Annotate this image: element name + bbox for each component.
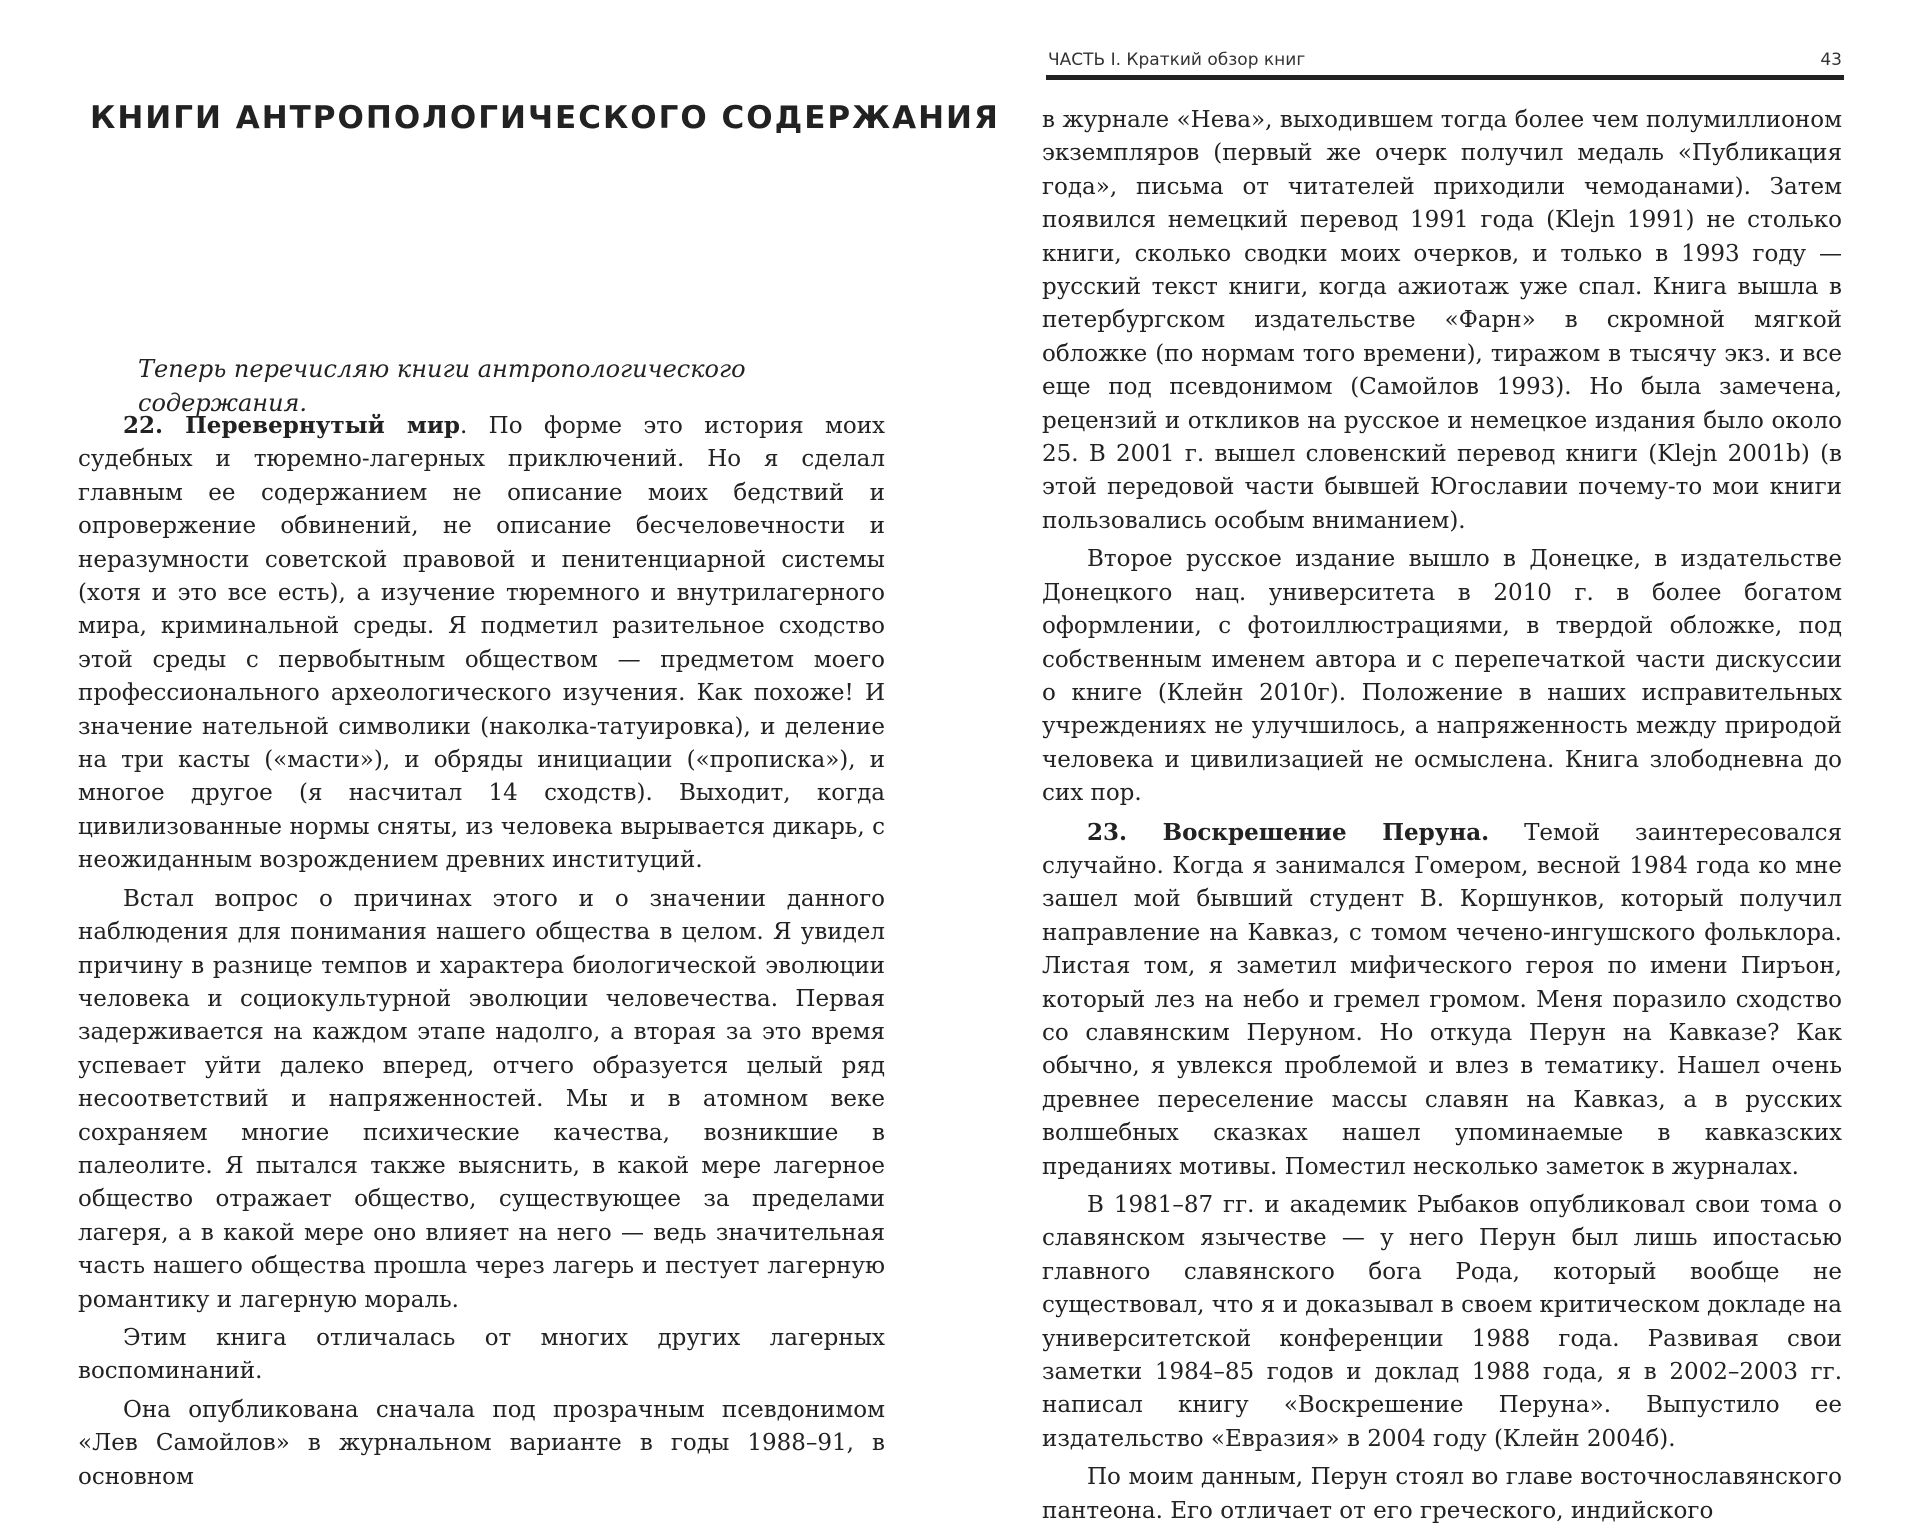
entry-heading-23: 23. Воскрешение Перуна.: [1087, 818, 1490, 846]
left-text-column: [78, 409, 885, 1494]
paragraph-23: [1042, 816, 1842, 1184]
paragraph-22: [78, 409, 885, 878]
paragraph: Этим книга отличалась от многих других лагерных воспоминаний.: [78, 1324, 885, 1385]
page-number: 43: [1820, 50, 1842, 70]
paragraph: Встал вопрос о причинах этого и о значении данного наблюдения для понимания нашего общества в целом. Я увидел причину в разнице темпов и характера биологической эволюции человека и социокультурной эволюции человечества. Первая задерживается на каждом этапе надолго, а вторая за это время успевает уйти далеко вперед, отчего образуется целый ряд несоответствий и напряженностей. Мы и в атомном веке сохраняем многие психические качества, возникшие в палеолите. Я пытался также выяснить, в какой мере лагерное общество отражает общество, существующее за пределами лагеря, а в какой мере оно влияет на него — ведь значительная часть нашего общества прошла через лагерь и пестует лагерную романтику и лагерную мораль.: [78, 885, 885, 1313]
paragraph: В 1981–87 гг. и академик Рыбаков опубликовал свои тома о славянском язычестве — у него Перун был лишь ипостасью главного славянского бога Рода, который вообще не существовал, что я и доказывал в своем критическом докладе на университетской конференции 1988 года. Развивая свои заметки 1984–85 годов и доклад 1988 года, я в 2002–2003 гг. написал книгу «Воскрешение Перуна». Выпустило ее издательство «Евразия» в 2004 году (Клейн 2004б).: [1042, 1192, 1842, 1452]
paragraph: Второе русское издание вышло в Донецке, в издательстве Донецкого нац. университета в 2010 г. в более богатом оформлении, с фотоиллюстрациями, в твердой обложке, под собственным именем автора и с перепечаткой части дискуссии о книге (Клейн 2010г). Положение в наших исправительных учреждениях не улучшилось, а напряженность между природой человека и цивилизацией не осмыслена. Книга злободневна до сих пор.: [1042, 546, 1842, 807]
intro-line: Теперь перечисляю книги антропологического содержания.: [138, 355, 746, 417]
chapter-title: КНИГИ АНТРОПОЛОГИЧЕСКОГО СОДЕРЖАНИЯ: [90, 100, 1000, 136]
header-rule: [1046, 75, 1844, 80]
paragraph-text: . По форме это история моих судебных и тюремно-лагерных приключений. Но я сделал главным ее содержанием не описание моих бедствий и опровержение обвинений, не описание бесчеловечности и неразумности советской правовой и пенитенциарной системы (хотя и это все есть), а изучение тюремного и внутрилагерного мира, криминальной среды. Я подметил разительное сходство этой среды с первобытным обществом — предметом моего профессионального археологического изучения. Как похоже! И значение нательной символики (наколка-татуировка), и деление на три касты («масти»), и обряды инициации («прописка»), и многое другое (я насчитал 14 сходств). Выходит, когда цивилизованные нормы сняты, из человека вырывается дикарь, с неожиданным возрождением древних институций.: [78, 413, 885, 874]
running-head-section: ЧАСТЬ I. Краткий обзор книг: [1048, 50, 1306, 70]
entry-heading-22: 22. Перевернутый мир: [123, 412, 460, 439]
paragraph-continued: в журнале «Нева», выходившем тогда более чем полумиллионом экземпляров (первый же очерк получил медаль «Публикация года», письма от читателей приходили чемоданами). Затем появился немецкий перевод 1991 года (Klejn 1991) не столько книги, сколько сводки моих очерков, и только в 1993 году — русский текст книги, когда ажиотаж уже спал. Книга вышла в петербургском издательстве «Фарн» в скромной мягкой обложке (по нормам того времени), тиражом в тысячу экз. и все еще под псевдонимом (Самойлов 1993). Но была замечена, рецензий и откликов на русское и немецкое издания было около 25. В 2001 г. вышел словенский перевод книги (Klejn 2001b) (в этой передовой части бывшей Югославии почему-то мои книги пользовались особым вниманием).: [1042, 107, 1842, 534]
paragraph: По моим данным, Перун стоял во главе восточнославянского пантеона. Его отличает от его греческого, индийского: [1042, 1464, 1842, 1524]
right-text-column: [1042, 104, 1842, 1528]
paragraph: Она опубликована сначала под прозрачным псевдонимом «Лев Самойлов» в журнальном варианте в годы 1988–91, в основном: [78, 1396, 885, 1490]
paragraph-text: Темой заинтересовался случайно. Когда я занимался Гомером, весной 1984 года ко мне зашел мой бывший студент В. Коршунков, который получил направление на Кавказ, с томом чечено-ингушского фольклора. Листая том, я заметил мифического героя по имени Пиръон, который лез на небо и гремел громом. Меня поразило сходство со славянским Перуном. Но откуда Перун на Кавказе? Как обычно, я увлекся проблемой и влез в тематику. Нашел очень древнее переселение массы славян на Кавказ, а в русских волшебных сказках нашел упоминаемые в кавказских преданиях мотивы. Поместил несколько заметок в журналах.: [1042, 819, 1843, 1180]
